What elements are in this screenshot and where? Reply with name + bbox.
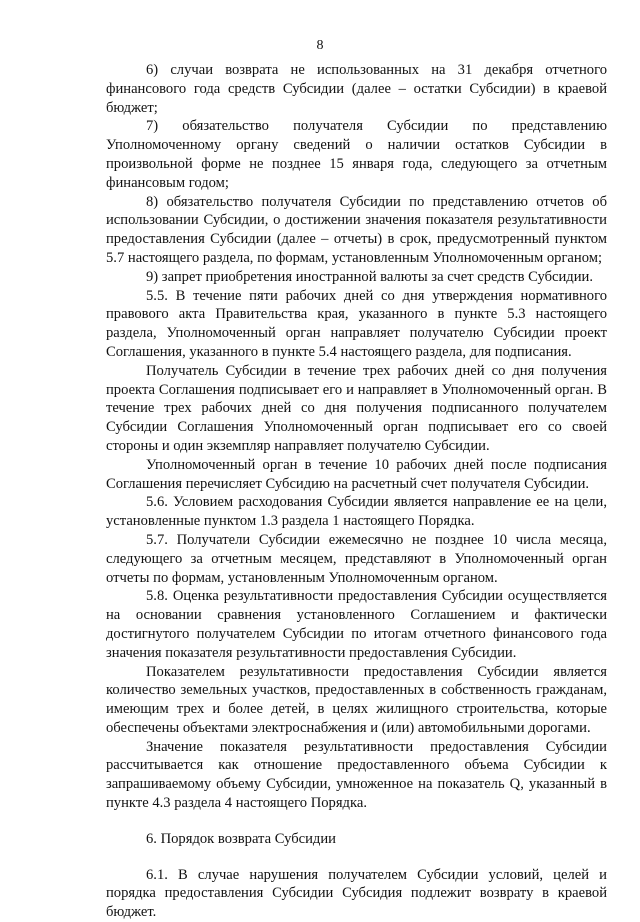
paragraph-5-7: 5.7. Получатели Субсидии ежемесячно не позднее 10 числа месяца, следующего за отчетным месяцем, представляют в Уполномоченный орган отчеты по формам, установленным Уполномоченным органом. — [106, 531, 607, 586]
section-6-heading: 6. Порядок возврата Субсидии — [146, 830, 336, 847]
paragraph-5-6: 5.6. Условием расходования Субсидии является направление ее на цели, установленные пунктом 1.3 раздела 1 настоящего Порядка. — [106, 494, 607, 530]
paragraph-transfer: Уполномоченный орган в течение 10 рабочих дней после подписания Соглашения перечисляет Субсидию на расчетный счет получателя Субсидии. — [106, 456, 607, 492]
paragraph-5-8: 5.8. Оценка результативности предоставления Субсидии осуществляется на основании сравнения установленного Соглашением и фактически достигнутого получателем Субсидии по итогам отчетного финансового года значения показателя результативности предоставления Субсидии. — [106, 588, 607, 661]
paragraph-6-return-cases: 6) случаи возврата не использованных на 31 декабря отчетного финансового года средств Субсидии (далее – остатки Субсидии) в краевой бюджет; — [106, 62, 607, 116]
paragraph-indicator-definition: Показателем результативности предоставления Субсидии является количество земельных участков, предоставленных в собственность гражданам, имеющим трех и более детей, в целях жилищного строительства, которые обеспечены объектами электроснабжения и (или) автомобильными дорогами. — [106, 663, 607, 736]
paragraph-5-5: 5.5. В течение пяти рабочих дней со дня утверждения нормативного правового акта Правительства края, указанного в пункте 5.3 настоящего раздела, Уполномоченный орган направляет получателю Субсидии проект Соглашения, указанного в пункте 5.4 настоящего раздела, для подписания. — [106, 287, 607, 360]
paragraph-7-remaining-info-obligation: 7) обязательство получателя Субсидии по представлению Уполномоченному органу сведений о наличии остатков Субсидии в произвольной форме не позднее 15 января года, следующего за отчетным финансовым годом; — [106, 118, 607, 191]
paragraph-9-currency-ban: 9) запрет приобретения иностранной валюты за счет средств Субсидии. — [146, 268, 593, 285]
document-body — [106, 61, 607, 922]
page-number: 8 — [316, 38, 324, 53]
paragraph-6-1: 6.1. В случае нарушения получателем Субсидии условий, целей и порядка предоставления Субсидии Субсидия подлежит возврату в краевой бюджет. — [106, 866, 607, 921]
paragraph-8-reports-obligation: 8) обязательство получателя Субсидии по представлению отчетов об использовании Субсидии, о достижении значения показателя результативности предоставления Субсидии (далее – отчеты) в срок, предусмотренный пунктом 5.7 настоящего раздела, по формам, установленным Уполномоченным органом; — [106, 193, 607, 266]
paragraph-indicator-calculation: Значение показателя результативности предоставления Субсидии рассчитывается как отношение предоставленного объема Субсидии к запрашиваемому объему Субсидии, умноженное на показатель Q, указанный в пункте 4.3 раздела 4 настоящего Порядка. — [106, 738, 607, 812]
paragraph-recipient-signing: Получатель Субсидии в течение трех рабочих дней со дня получения проекта Соглашения подписывает его и направляет в Уполномоченный орган. В течение трех рабочих дней со дня получения подписанного получателем Субсидии Соглашения Уполномоченный орган подписывает его со своей стороны и один экземпляр направляет получателю Субсидии. — [106, 362, 607, 454]
